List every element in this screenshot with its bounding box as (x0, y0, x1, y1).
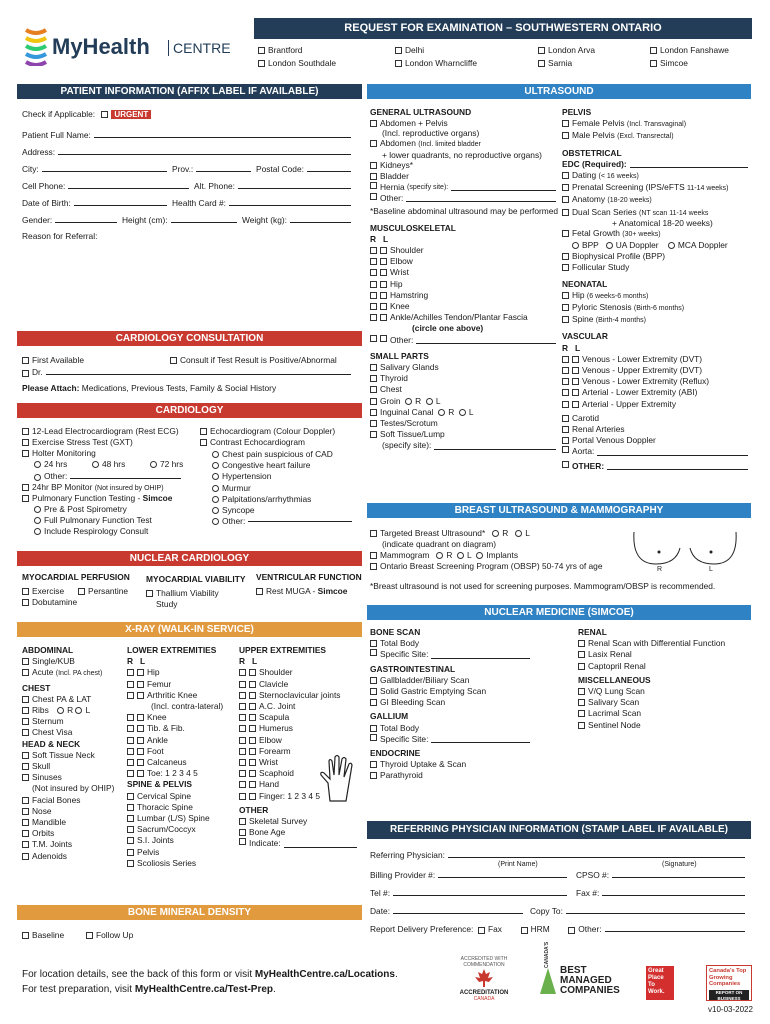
nuclear-medicine-header: NUCLEAR MEDICINE (SIMCOE) (367, 605, 751, 620)
xray-lumbar[interactable]: Lumbar (L/S) Spine (127, 813, 223, 824)
us-pyloric[interactable]: Pyloric Stenosis (Birth-6 months) (562, 302, 752, 314)
nm-bone-total[interactable]: Total Body (370, 638, 570, 649)
xray-skull[interactable]: Skull (22, 761, 114, 772)
myocardial-viability-label: MYOCARDIAL VIABILITY (146, 574, 246, 584)
ventricular-function-label: VENTRICULAR FUNCTION (256, 572, 362, 582)
xray-facial-bones[interactable]: Facial Bones (22, 795, 114, 806)
us-specify-site[interactable]: (specify site): (370, 440, 556, 451)
bmd-header: BONE MINERAL DENSITY (17, 905, 362, 920)
us-msk-shoulder[interactable]: Shoulder (370, 245, 560, 256)
bmd-baseline[interactable]: Baseline (22, 930, 64, 941)
xray-scaphoid[interactable]: Scaphoid (239, 768, 357, 779)
us-salivary[interactable]: Salivary Glands (370, 362, 560, 373)
us-chest[interactable]: Chest (370, 384, 560, 395)
xray-hand[interactable]: Hand (239, 779, 357, 790)
checkbox-icon[interactable] (538, 60, 545, 67)
cardiology-header: CARDIOLOGY (17, 403, 362, 418)
us-portal-venous[interactable]: Portal Venous Doppler (562, 435, 752, 446)
best-managed-logo: CANADA'S BEST MANAGED COMPANIES (538, 966, 628, 1000)
dobutamine-option[interactable]: Dobutamine (22, 597, 77, 608)
locations-link[interactable]: MyHealthCentre.ca/Locations (254, 969, 395, 980)
please-attach-note: Please Attach: Medications, Previous Tests, Family & Social History (22, 383, 277, 393)
checkbox-icon[interactable] (258, 60, 265, 67)
us-neo-spine[interactable]: Spine (Birth-4 months) (562, 314, 752, 326)
logo (22, 26, 248, 66)
us-bladder[interactable]: Bladder (370, 171, 560, 182)
us-renal-arteries[interactable]: Renal Arteries (562, 424, 752, 435)
full-pft-option[interactable]: Full Pulmonary Function Test (34, 515, 152, 526)
health-card-field[interactable]: Health Card #: (172, 197, 354, 208)
xray-clavicle[interactable]: Clavicle (239, 679, 357, 690)
nm-lacrimal[interactable]: Lacrimal Scan (578, 708, 750, 719)
holter-72[interactable]: 72 hrs (150, 459, 183, 470)
xray-col-abdominal: ABDOMINAL Single/KUB Acute (Incl. PA chest) CHEST Chest PA & LAT Ribs R L Sternum Chest Visa HEAD & NECK Soft Tissue Neck Skull Sinuses (Not insured by OHIP) Facial Bones Nose Mandible Orbits T.M. Joints Adenoids (22, 645, 115, 861)
dr-field[interactable]: Dr. (22, 366, 354, 377)
us-inguinal[interactable]: Inguinal Canal R L (370, 407, 560, 418)
ultrasound-header: ULTRASOUND (367, 84, 751, 99)
xray-acute[interactable]: Acute (Incl. PA chest) (22, 667, 114, 679)
great-place-logo: Great Place To Work. (646, 966, 674, 1000)
us-venous-reflux[interactable]: Venous - Lower Extremity (Reflux) (562, 376, 752, 387)
nm-gi-bleeding[interactable]: GI Bleeding Scan (370, 697, 570, 708)
nm-sentinel-node[interactable]: Sentinel Node (578, 720, 750, 731)
nm-parathyroid[interactable]: Parathyroid (370, 770, 570, 781)
us-prenatal-screening[interactable]: Prenatal Screening (IPS/eFTS 11-14 weeks) (562, 182, 752, 194)
holter-other[interactable]: Other: (34, 470, 184, 481)
alt-phone-field[interactable]: Alt. Phone: (194, 180, 354, 191)
xray-wrist[interactable]: Wrist (239, 757, 357, 768)
us-msk-elbow[interactable]: Elbow (370, 256, 560, 267)
xray-col-upper: UPPER EXTREMITIES R L Shoulder Clavicle Sternoclavicular joints A.C. Joint Scapula Humerus Elbow Forearm Wrist Scaphoid Hand Finger: 1 2 3 4 5 OTHER Skeletal Survey Bone Age Indicate: (239, 645, 357, 850)
height-field[interactable]: Height (cm): (122, 214, 240, 225)
us-arterial-lower[interactable]: Arterial - Lower Extremity (ABI) (562, 387, 752, 398)
bp-monitor-option[interactable]: 24hr BP Monitor (Not insured by OHIP) (22, 482, 164, 494)
reason-referral-label: Reason for Referral: (22, 231, 98, 241)
pelvis-obs-col: PELVIS Female Pelvis (Incl. Transvaginal) Male Pelvis (Excl. Transrectal) OBSTETRICAL EDC (Required): Dating (< 16 weeks) Prenatal Screening (IPS/eFTS 11-14 weeks) Anatomy (18-20 weeks) Dual Scan Series (NT scan 11-14 weeks + Anatomical 18-20 weeks) Fetal Growth (30+ weeks) BPP UA Doppler MCA Doppler Biophysical Profile (BPP) Follicular Study NEONATAL Hip (6 weeks-6 months) Pyloric Stenosis (Birth-6 months) Spine (Birth-4 months) VASCULAR R L Venous - Lower Extremity (DVT) Venous - Upper Extremity (DVT) Venous - Lower Extremity (Reflux) Arterial - Lower Extremity (ABI) Arterial - Upper Extremity Carotid Renal Arteries Portal Venous Doppler Aorta: OTHER: (562, 107, 752, 472)
rest-ecg-option[interactable]: 12-Lead Electrocardiogram (Rest ECG) (22, 426, 179, 437)
logo-mark-icon (22, 26, 50, 66)
us-testes[interactable]: Testes/Scrotum (370, 418, 560, 429)
urgent-checkbox[interactable] (101, 111, 108, 118)
xray-skeletal-survey[interactable]: Skeletal Survey (239, 816, 357, 827)
xray-header: X-RAY (WALK-IN SERVICE) (17, 622, 362, 637)
xray-sinuses[interactable]: Sinuses (22, 772, 114, 783)
us-abdomen[interactable]: Abdomen (Incl. limited bladder (370, 138, 560, 150)
us-follicular[interactable]: Follicular Study (562, 262, 752, 273)
xray-femur[interactable]: Femur (127, 679, 223, 690)
fax-field[interactable]: Fax #: (576, 887, 748, 898)
xray-scapula[interactable]: Scapula (239, 712, 357, 723)
xray-hip[interactable]: Hip (127, 667, 223, 678)
holter-48[interactable]: 48 hrs (92, 459, 125, 470)
echo-sub-cad[interactable]: Chest pain suspicious of CAD (212, 449, 352, 460)
hrm-checkbox[interactable] (521, 927, 528, 934)
logo-name: MyHealth (52, 34, 150, 59)
xray-sc-joints[interactable]: Sternoclavicular joints (239, 690, 357, 701)
xray-nose[interactable]: Nose (22, 806, 114, 817)
us-arterial-upper[interactable]: Arterial - Upper Extremity (562, 399, 752, 410)
loc-simcoe[interactable]: Simcoe (650, 58, 688, 69)
us-carotid[interactable]: Carotid (562, 413, 752, 424)
us-venous-upper-dvt[interactable]: Venous - Upper Extremity (DVT) (562, 365, 752, 376)
loc-london-southdale[interactable]: London Southdale (258, 58, 336, 69)
print-name-label: (Print Name) (498, 861, 538, 868)
xray-pelvis[interactable]: Pelvis (127, 847, 223, 858)
echo-sub-chf[interactable]: Congestive heart failure (212, 460, 352, 471)
xray-elbow[interactable]: Elbow (239, 735, 357, 746)
check-applicable: Check if Applicable: URGENT (22, 109, 151, 120)
us-msk-knee[interactable]: Knee (370, 301, 560, 312)
xray-arthritic-knee[interactable]: Arthritic Knee (127, 690, 223, 701)
xray-humerus[interactable]: Humerus (239, 723, 357, 734)
version-label: v10-03-2022 (708, 1005, 753, 1014)
nm-col-left: BONE SCAN Total Body Specific Site: GASTROINTESTINAL Gallbladder/Biliary Scan Solid Gastric Emptying Scan GI Bleeding Scan GALLIUM Total Body Specific Site: ENDOCRINE Thyroid Uptake & Scan Parathyroid (370, 627, 570, 782)
xray-adenoids[interactable]: Adenoids (22, 851, 114, 862)
echo-sub-list (212, 449, 352, 527)
us-msk-wrist[interactable]: Wrist (370, 267, 560, 278)
nm-lasix-renal[interactable]: Lasix Renal (578, 649, 750, 660)
cardiology-consultation-header: CARDIOLOGY CONSULTATION (17, 331, 362, 346)
xray-ankle[interactable]: Ankle (127, 735, 223, 746)
xray-ac-joint[interactable]: A.C. Joint (239, 701, 357, 712)
consult-positive-option[interactable]: Consult if Test Result is Positive/Abnormal (170, 355, 337, 366)
address-field[interactable]: Address: (22, 146, 354, 157)
holter-24[interactable]: 24 hrs (34, 459, 67, 470)
echo-sub-syncope[interactable]: Syncope (212, 505, 352, 516)
cpso-field[interactable]: CPSO #: (576, 869, 748, 880)
gender-field[interactable]: Gender: (22, 214, 120, 225)
referring-physician-header: REFERRING PHYSICIAN INFORMATION (STAMP LABEL IF AVAILABLE) (367, 821, 751, 839)
spirometry-option[interactable]: Pre & Post Spirometry (34, 504, 127, 515)
thallium-option[interactable]: Thallium Viability (146, 588, 219, 599)
us-thyroid[interactable]: Thyroid (370, 373, 560, 384)
referring-physician-field[interactable]: Referring Physician: (370, 849, 748, 860)
dob-field[interactable]: Date of Birth: (22, 197, 170, 208)
location-checkboxes (258, 45, 752, 75)
us-msk-other[interactable]: Other: (370, 335, 556, 346)
cell-phone-field[interactable]: Cell Phone: (22, 180, 192, 191)
us-other-field[interactable]: OTHER: (562, 461, 748, 472)
xray-cervical[interactable]: Cervical Spine (127, 791, 223, 802)
persantine-option[interactable]: Persantine (78, 586, 128, 597)
weight-field[interactable]: Weight (kg): (242, 214, 354, 225)
us-neo-hip[interactable]: Hip (6 weeks-6 months) (562, 290, 752, 302)
xray-chest-pa[interactable]: Chest PA & LAT (22, 694, 114, 705)
xray-sternum[interactable]: Sternum (22, 716, 114, 727)
mammogram-option[interactable]: Mammogram R L Implants (370, 550, 518, 561)
loc-sarnia[interactable]: Sarnia (538, 58, 572, 69)
xray-ribs[interactable]: Ribs R L (22, 705, 114, 716)
xray-foot[interactable]: Foot (127, 746, 223, 757)
footer-text: For location details, see the back of this form or visit MyHealthCentre.ca/Locations. For test preparation, visit MyHealthCentre.ca/Test-Prep. (22, 969, 398, 995)
date-field[interactable]: Date: (370, 905, 526, 916)
xray-kub[interactable]: Single/KUB (22, 656, 114, 667)
checkbox-icon[interactable] (650, 47, 657, 54)
nm-thyroid-uptake[interactable]: Thyroid Uptake & Scan (370, 759, 570, 770)
holter-option[interactable]: Holter Monitoring (22, 448, 96, 459)
breast-diagram-icon (626, 528, 744, 572)
us-bpp[interactable]: Biophysical Profile (BPP) (562, 251, 752, 262)
us-fetal-growth[interactable]: Fetal Growth (30+ weeks) (562, 228, 752, 240)
prov-field[interactable]: Prov.: (172, 163, 254, 174)
us-kidneys[interactable]: Kidneys* (370, 160, 560, 171)
us-msk-ankle[interactable]: Ankle/Achilles Tendon/Plantar Fascia (370, 312, 560, 323)
postal-field[interactable]: Postal Code: (256, 163, 354, 174)
exercise-option[interactable]: Exercise (22, 586, 64, 597)
xray-si-joints[interactable]: S.I. Joints (127, 835, 223, 846)
fax-checkbox[interactable] (478, 927, 485, 934)
city-field[interactable]: City: (22, 163, 170, 174)
xray-orbits[interactable]: Orbits (22, 828, 114, 839)
other-checkbox[interactable] (568, 927, 575, 934)
checkbox-icon[interactable] (395, 47, 402, 54)
xray-soft-tissue-neck[interactable]: Soft Tissue Neck (22, 750, 114, 761)
xray-tib-fib[interactable]: Tib. & Fib. (127, 723, 223, 734)
respirology-option[interactable]: Include Respirology Consult (34, 526, 148, 537)
xray-knee[interactable]: Knee (127, 712, 223, 723)
loc-delhi[interactable]: Delhi (395, 45, 424, 56)
nm-bone-specific[interactable]: Specific Site: (370, 649, 530, 660)
xray-finger[interactable]: Finger: 1 2 3 4 5 (239, 791, 357, 802)
nm-gastric-emptying[interactable]: Solid Gastric Emptying Scan (370, 686, 570, 697)
xray-shoulder[interactable]: Shoulder (239, 667, 357, 678)
nuclear-cardiology-header: NUCLEAR CARDIOLOGY (17, 551, 362, 566)
us-aorta[interactable]: Aorta: (562, 446, 748, 457)
loc-brantford[interactable]: Brantford (258, 45, 302, 56)
pft-option[interactable]: Pulmonary Function Testing - Simcoe (22, 493, 172, 504)
header-title: REQUEST FOR EXAMINATION – SOUTHWESTERN ONTARIO (254, 18, 752, 39)
full-name-field[interactable]: Patient Full Name: (22, 129, 354, 140)
us-msk-hamstring[interactable]: Hamstring (370, 290, 560, 301)
xray-mandible[interactable]: Mandible (22, 817, 114, 828)
nm-vq-lung[interactable]: V/Q Lung Scan (578, 686, 750, 697)
us-anatomy[interactable]: Anatomy (18-20 weeks) (562, 194, 752, 206)
contrast-echo-option[interactable]: Contrast Echocardiogram (200, 437, 305, 448)
bmd-follow-up[interactable]: Follow Up (86, 930, 133, 941)
hand-diagram-icon (318, 753, 360, 803)
us-venous-lower-dvt[interactable]: Venous - Lower Extremity (DVT) (562, 354, 752, 365)
accreditation-logo: ACCREDITED WITH COMMENDATION ACCREDITATION CANADA (459, 956, 509, 1002)
myocardial-perfusion-label: MYOCARDIAL PERFUSION (22, 572, 130, 582)
xray-bone-age[interactable]: Bone Age (239, 827, 357, 838)
us-groin[interactable]: Groin R L (370, 396, 560, 407)
echo-sub-htn[interactable]: Hypertension (212, 471, 352, 482)
nm-renal-differential[interactable]: Renal Scan with Differential Function (578, 638, 750, 649)
billing-provider-field[interactable]: Billing Provider #: (370, 869, 570, 880)
echo-sub-other[interactable]: Other: (212, 516, 352, 527)
us-abd-pelvis[interactable]: Abdomen + Pelvis (370, 118, 560, 129)
top-growing-logo: Canada's Top Growing Companies REPORT ON BUSINESS (706, 965, 752, 1001)
signature-label: (Signature) (662, 861, 697, 868)
xray-col-lower: LOWER EXTREMITIES R L Hip Femur Arthritic Knee (Incl. contra-lateral) Knee Tib. & Fib. Ankle Foot Calcaneus Toe: 1 2 3 4 5 SPINE & PELVIS Cervical Spine Thoracic Spine Lumbar (L/S) Spine Sacrum/Coccyx S.I. Joints Pelvis Scoliosis Series (127, 645, 224, 868)
first-available-option[interactable]: First Available (22, 355, 84, 366)
logo-sub: CENTRE (168, 40, 231, 56)
checkbox-icon[interactable] (395, 60, 402, 67)
loc-london-wharncliffe[interactable]: London Wharncliffe (395, 58, 477, 69)
report-delivery-field: Report Delivery Preference: Fax HRM Other: (370, 923, 748, 934)
nm-salivary[interactable]: Salivary Scan (578, 697, 750, 708)
xray-chest-visa[interactable]: Chest Visa (22, 727, 114, 738)
xray-sacrum[interactable]: Sacrum/Coccyx (127, 824, 223, 835)
bmc-mark-icon (538, 966, 558, 996)
targeted-breast-us[interactable]: Targeted Breast Ultrasound* R L (370, 528, 530, 539)
us-edc-field[interactable]: EDC (Required): (562, 159, 748, 170)
loc-london-fanshawe[interactable]: London Fanshawe (650, 45, 729, 56)
copy-to-field[interactable]: Copy To: (530, 905, 748, 916)
us-soft-tissue[interactable]: Soft Tissue/Lump (370, 429, 560, 440)
us-male-pelvis[interactable]: Male Pelvis (Excl. Transrectal) (562, 130, 752, 142)
us-dating[interactable]: Dating (< 16 weeks) (562, 170, 752, 182)
maple-leaf-icon (473, 968, 495, 988)
echo-option[interactable]: Echocardiogram (Colour Doppler) (200, 426, 335, 437)
urgent-badge: URGENT (111, 110, 151, 119)
us-female-pelvis[interactable]: Female Pelvis (Incl. Transvaginal) (562, 118, 752, 130)
checkbox-icon[interactable] (650, 60, 657, 67)
tel-field[interactable]: Tel #: (370, 887, 570, 898)
echo-sub-murmur[interactable]: Murmur (212, 483, 352, 494)
xray-scoliosis[interactable]: Scoliosis Series (127, 858, 223, 869)
patient-info-header: PATIENT INFORMATION (AFFIX LABEL IF AVAILABLE) (17, 84, 362, 99)
us-hernia[interactable]: Hernia (specify site): (370, 182, 556, 193)
us-dual-scan[interactable]: Dual Scan Series (NT scan 11-14 weeks (562, 207, 752, 219)
checkbox-icon[interactable] (538, 47, 545, 54)
nm-captopril-renal[interactable]: Captopril Renal (578, 661, 750, 672)
obsp-option[interactable]: Ontario Breast Screening Program (OBSP) 50-74 yrs of age (370, 561, 603, 572)
loc-london-arva[interactable]: London Arva (538, 45, 595, 56)
xray-calcaneus[interactable]: Calcaneus (127, 757, 223, 768)
us-other[interactable]: Other: (370, 193, 556, 204)
us-msk-hip[interactable]: Hip (370, 279, 560, 290)
checkbox-icon[interactable] (258, 47, 265, 54)
xray-forearm[interactable]: Forearm (239, 746, 357, 757)
xray-tmj[interactable]: T.M. Joints (22, 839, 114, 850)
test-prep-link[interactable]: MyHealthCentre.ca/Test-Prep (134, 984, 274, 995)
rest-muga-option[interactable]: Rest MUGA - Simcoe (256, 586, 347, 597)
nm-gallbladder[interactable]: Gallbladder/Biliary Scan (370, 675, 570, 686)
xray-panel (22, 645, 362, 900)
general-ultrasound-col: GENERAL ULTRASOUND Abdomen + Pelvis (Incl. reproductive organs) Abdomen (Incl. limited bladder + lower quadrants, no reproductive organs) Kidneys* Bladder Hernia (specify site): Other: *Baseline abdominal ultrasound may be performed MUSCULOSKELETAL R L Shoulder Elbow Wrist Hip Hamstring Knee Ankle/Achilles Tendon/Plantar Fascia (circle one above) Other: SMALL PARTS Salivary Glands Thyroid Chest Groin R L Inguinal Canal R L Testes/Scrotum Soft Tissue/Lump (specify site): (370, 107, 559, 451)
nm-gallium-specific[interactable]: Specific Site: (370, 734, 530, 745)
nm-gallium-total[interactable]: Total Body (370, 723, 570, 734)
breast-header: BREAST ULTRASOUND & MAMMOGRAPHY (367, 503, 751, 518)
xray-thoracic[interactable]: Thoracic Spine (127, 802, 223, 813)
echo-sub-palpitations[interactable]: Palpitations/arrhythmias (212, 494, 352, 505)
nm-col-right: RENAL Renal Scan with Differential Function Lasix Renal Captopril Renal MISCELLANEOUS V/Q Lung Scan Salivary Scan Lacrimal Scan Sentinel Node (578, 627, 750, 731)
us-fetal-options: BPP UA Doppler MCA Doppler (562, 240, 752, 251)
breast-diagram-r: R (657, 566, 663, 573)
gxt-option[interactable]: Exercise Stress Test (GXT) (22, 437, 133, 448)
breast-diagram-l: L (709, 566, 713, 573)
xray-toe[interactable]: Toe: 1 2 3 4 5 (127, 768, 223, 779)
xray-indicate[interactable]: Indicate: (239, 838, 357, 849)
thallium-study-label: Study (156, 599, 178, 609)
